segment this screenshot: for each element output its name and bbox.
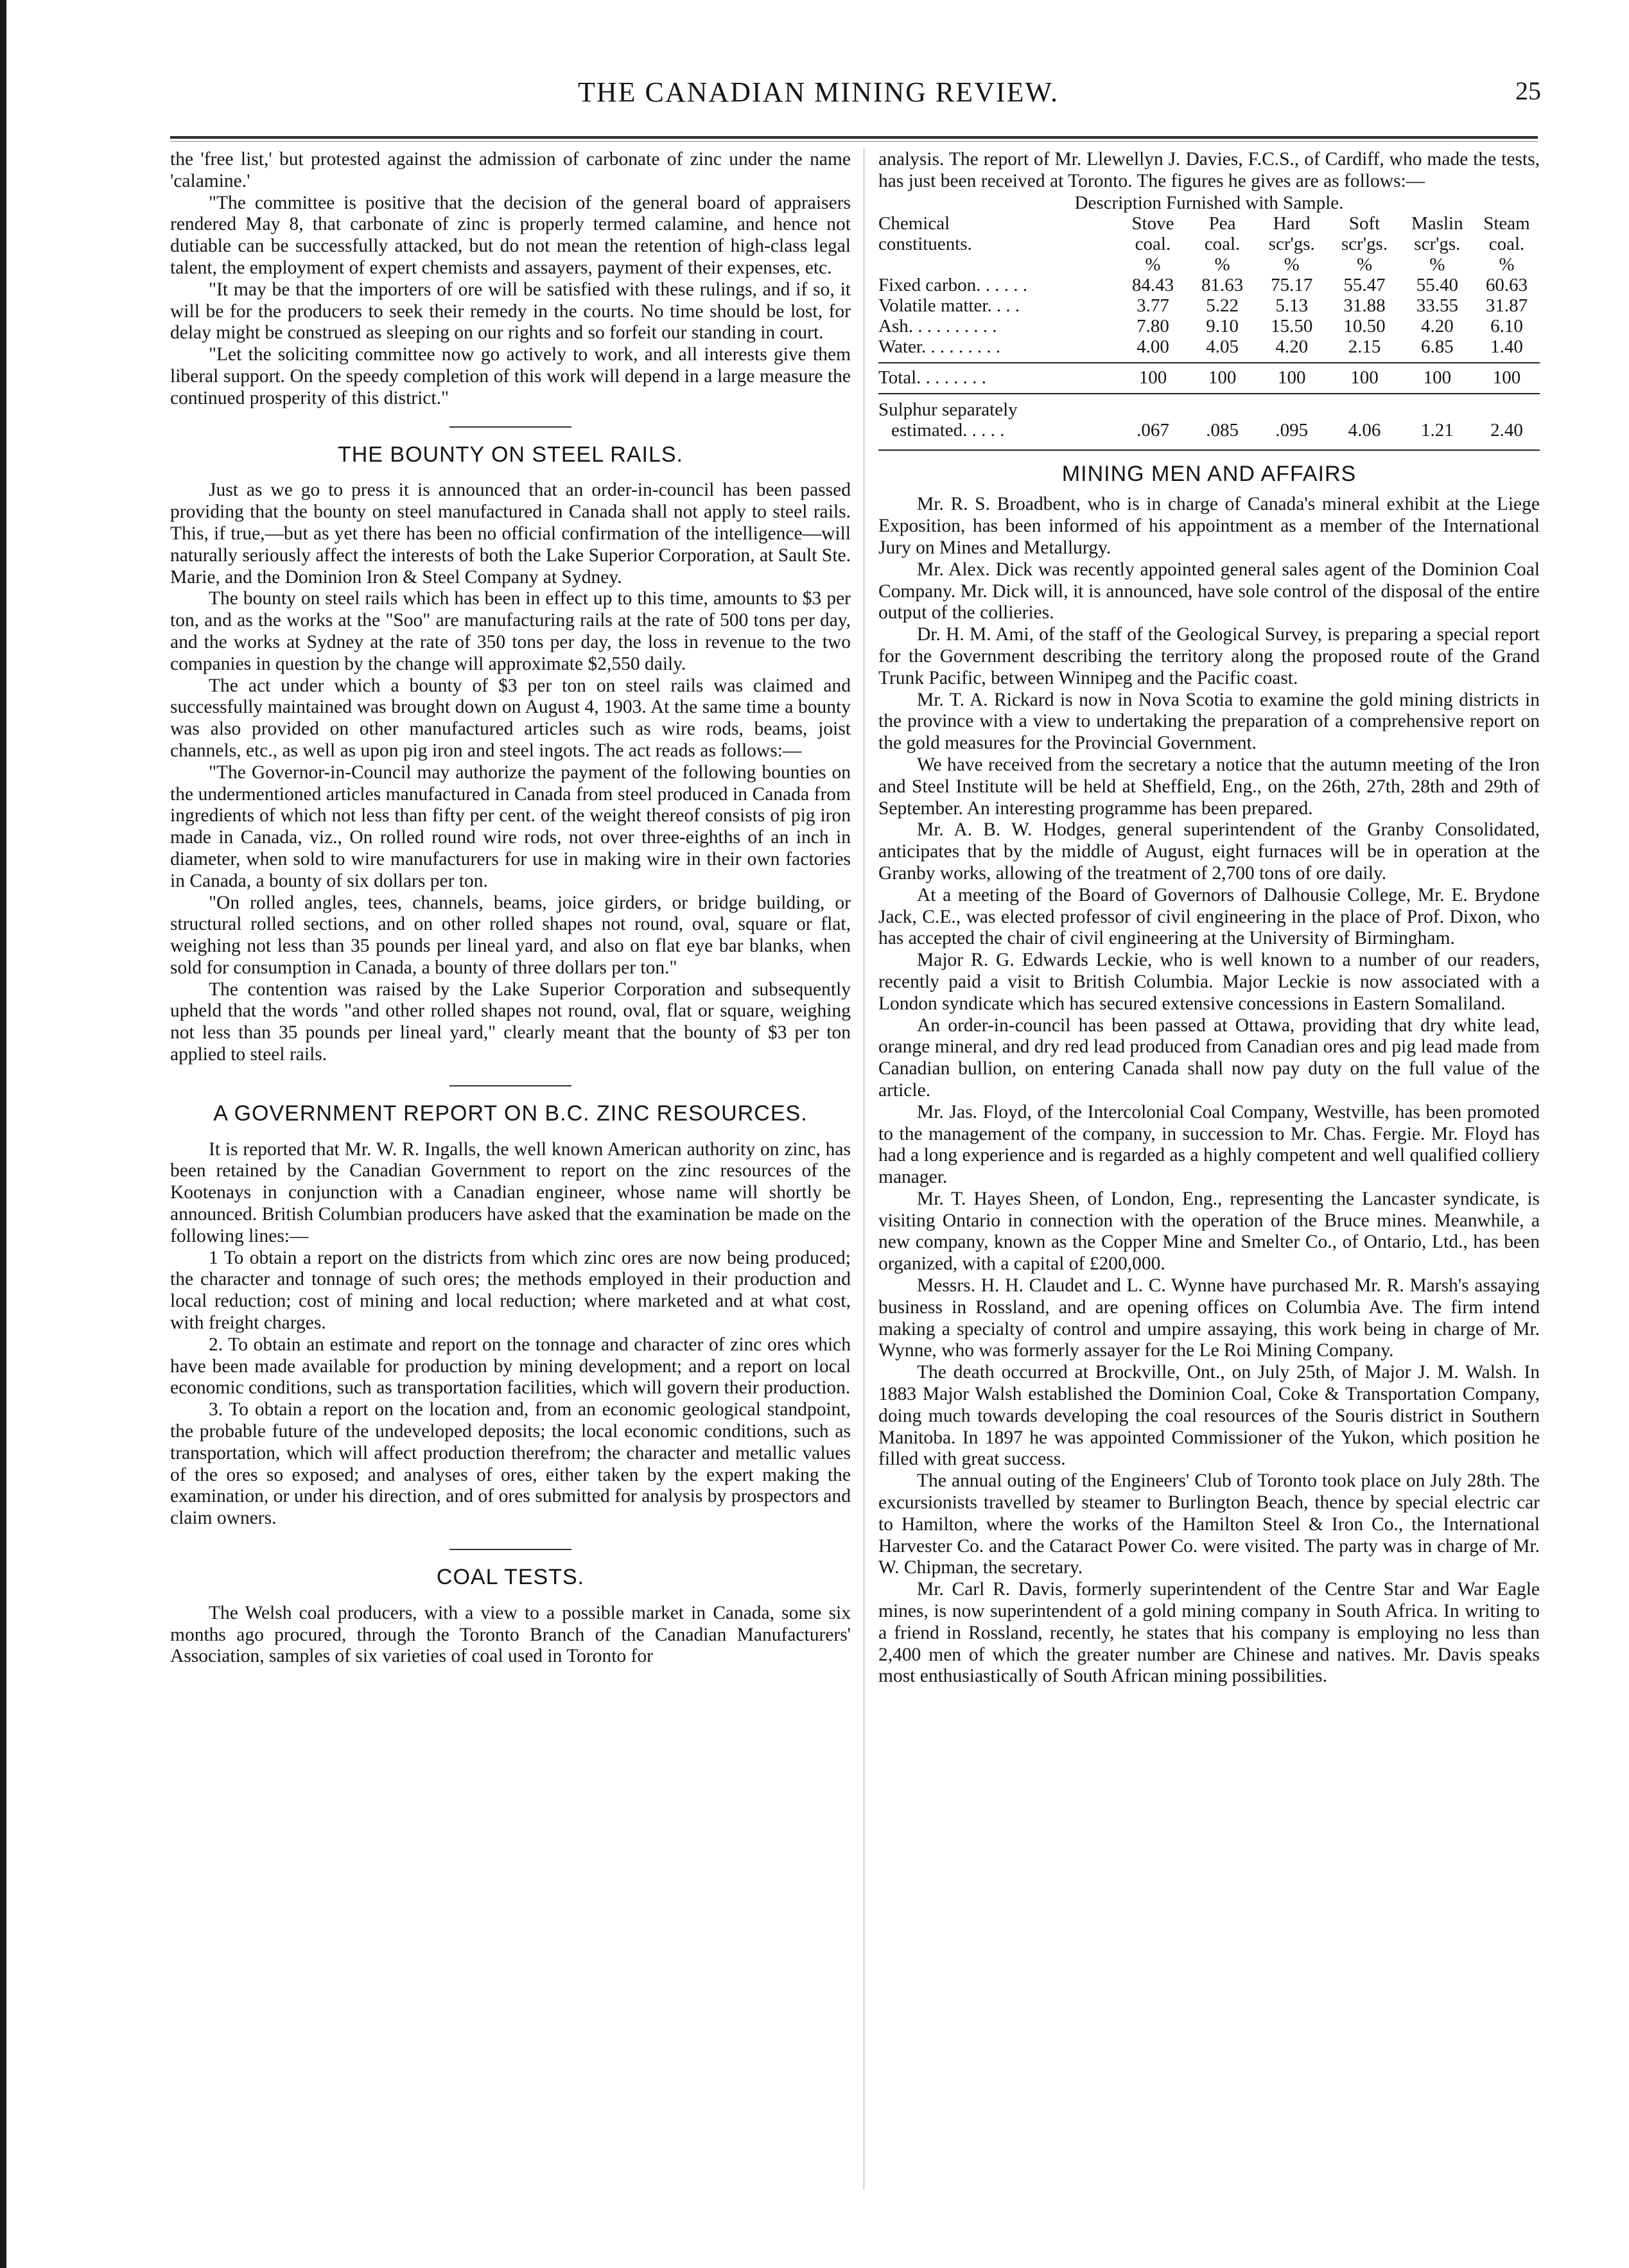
table-cell: 1.21 bbox=[1420, 419, 1454, 441]
table-cell: 10.50 bbox=[1343, 315, 1386, 336]
paragraph: Mr. R. S. Broadbent, who is in charge of Canada's mineral exhibit at the Liege Exposition, has been informed of his appointment as a member of the International Jury on Mines and Metallurgy. bbox=[878, 494, 1540, 558]
paragraph: "On rolled angles, tees, channels, beams, joice girders, or bridge building, or structural rolled sections, and on other rolled shapes not round, oval, square or flat, weighing not less than 35 pounds per lineal yard, and also on flat eye bar blanks, when sold for consumption in Canada, a bounty of three dollars per ton." bbox=[170, 892, 851, 978]
header-cell: Stove bbox=[1131, 213, 1174, 234]
paragraph: Mr. Carl R. Davis, formerly superintendent of the Centre Star and War Eagle mines, is now superintendent of a gold mining company in South Africa. In writing to a friend in Rossland, recently, he states that his company is employing no less than 2,400 men of which the greater number are Chinese and natives. Mr. Davis speaks most enthusiastically of South African mining possibilities. bbox=[878, 1579, 1540, 1687]
paragraph: An order-in-council has been passed at Ottawa, providing that dry white lead, orange mineral, and dry red lead produced from Canadian ores and pig lead made from Canadian bullion, on entering Canada shall now pay duty on the full value of the article. bbox=[878, 1015, 1540, 1101]
table-cell: 55.47 bbox=[1343, 274, 1386, 295]
table-cell: 60.63 bbox=[1485, 274, 1528, 295]
paragraph: Dr. H. M. Ami, of the staff of the Geological Survey, is preparing a special report for the Government describing the territory along the proposed route of the Grand Trunk Pacific, between Winnipeg and the Pacific coast. bbox=[878, 624, 1540, 688]
paragraph: The death occurred at Brockville, Ont., on July 25th, of Major J. M. Walsh. In 1883 Major Walsh established the Dominion Coal, Coke & Transportation Company, doing much towards developing the coal resources of the Souris district in Southern Manitoba. In 1897 he was appointed Commissioner of the Yukon, which position he filled with great success. bbox=[878, 1362, 1540, 1470]
table-total-row bbox=[878, 367, 1540, 388]
table-cell: 9.10 bbox=[1206, 315, 1239, 336]
header-rule-thin bbox=[170, 141, 1538, 142]
header-rule bbox=[170, 136, 1538, 139]
paragraph: At a meeting of the Board of Governors of Dalhousie College, Mr. E. Brydone Jack, C.E., was elected professor of civil engineering in the place of Prof. Dixon, who has accepted the chair of civil engineering at the University of Birmingham. bbox=[878, 884, 1540, 949]
header-cell: % bbox=[1429, 254, 1445, 275]
table-cell: 100 bbox=[1138, 367, 1167, 388]
table-cell: 4.05 bbox=[1206, 336, 1239, 357]
paragraph: We have received from the secretary a notice that the autumn meeting of the Iron and Steel Institute will be held at Sheffield, Eng., on the 26th, 27th, 28th and 29th of September. An interesting programme has been prepared. bbox=[878, 754, 1540, 819]
paragraph: "The committee is positive that the decision of the general board of appraisers rendered May 8, that carbonate of zinc is properly termed calamine, and hence not dutiable can be successfully attacked, but do not mean the retention of high-class legal talent, the employment of expert chemists and assayers, payment of their expenses, etc. bbox=[170, 192, 851, 278]
table-cell: 31.88 bbox=[1343, 295, 1386, 316]
table-cell: 15.50 bbox=[1271, 315, 1313, 336]
table-cell: 3.77 bbox=[1137, 295, 1169, 316]
right-column bbox=[878, 149, 1540, 1688]
paragraph: It is reported that Mr. W. R. Ingalls, the well known American authority on zinc, has been retained by the Canadian Government to report on the zinc resources of the Kootenays in conjunction with a Canadian engineer, whose name will shortly be announced. British Columbian producers have asked that the examination be made on the following lines:— bbox=[170, 1138, 851, 1246]
row-label: Ash. . . . . . . . . . bbox=[878, 315, 997, 336]
table-cell: 55.40 bbox=[1416, 274, 1458, 295]
table-cell: 81.63 bbox=[1201, 274, 1244, 295]
row-label: Total. . . . . . . . bbox=[878, 367, 986, 388]
row-label: estimated. . . . . bbox=[891, 419, 1005, 441]
table-cell: 6.10 bbox=[1490, 315, 1523, 336]
table-header-row bbox=[878, 234, 1540, 254]
table-cell: 6.85 bbox=[1420, 336, 1454, 357]
table-cell: 100 bbox=[1277, 367, 1306, 388]
table-cell: 5.22 bbox=[1206, 295, 1239, 316]
table-cell: 5.13 bbox=[1275, 295, 1309, 316]
coal-analysis-table bbox=[878, 193, 1540, 441]
header-cell: Chemical bbox=[878, 213, 950, 234]
paragraph: "It may be that the importers of ore will be satisfied with these rulings, and if so, it will be for the producers to seek their remedy in the courts. No time should be lost, for delay might be construed as sleeping on our rights and so forfeit our standing in court. bbox=[170, 279, 851, 344]
table-cell: 4.20 bbox=[1420, 315, 1454, 336]
paragraph: Mr. Jas. Floyd, of the Intercolonial Coal Company, Westville, has been promoted to the management of the company, in succession to Mr. Chas. Fergie. Mr. Floyd has had a long experience and is regarded as a highly competent and well qualified colliery manager. bbox=[878, 1101, 1540, 1188]
table-rule bbox=[878, 393, 1540, 394]
page-number: 25 bbox=[1515, 76, 1541, 105]
header-cell: coal. bbox=[1204, 233, 1241, 254]
table-row bbox=[878, 275, 1540, 295]
section-heading-coal: COAL TESTS. bbox=[436, 1565, 585, 1590]
table-row bbox=[878, 336, 1540, 357]
paragraph: "The Governor-in-Council may authorize the payment of the following bounties on the undermentioned articles manufactured in Canada from steel produced in Canada from ingredients of which not less than fifty per cent. of the weight thereof consists of pig iron made in Canada, viz., On rolled round wire rods, not over three-eighths of an inch in diameter, when sold to wire manufacturers for use in making wire in their own factories in Canada, a bounty of six dollars per ton. bbox=[170, 762, 851, 891]
table-cell: 4.00 bbox=[1137, 336, 1169, 357]
table-sulphur-row bbox=[878, 420, 1540, 441]
paragraph: Messrs. H. H. Claudet and L. C. Wynne have purchased Mr. R. Marsh's assaying business in Rossland, and are opening offices on Columbia Ave. The firm intend making a specialty of control and umpire assaying, this work being in charge of Mr. Wynne, who was formerly assayer for the Le Roi Mining Company. bbox=[878, 1275, 1540, 1361]
table-rule bbox=[878, 362, 1540, 363]
left-column bbox=[170, 149, 851, 1668]
paragraph: Mr. A. B. W. Hodges, general superintendent of the Granby Consolidated, anticipates that by the middle of August, eight furnaces will be in operation at the Granby works, allowing of the treatment of 2,700 tons of ore daily. bbox=[878, 819, 1540, 884]
header-cell: coal. bbox=[1135, 233, 1171, 254]
binding-edge bbox=[0, 0, 6, 2268]
paragraph: "Let the soliciting committee now go actively to work, and all interests give them liberal support. On the speedy completion of this work will depend in a large measure the continued prosperity of this district." bbox=[170, 344, 851, 408]
header-cell: % bbox=[1214, 254, 1230, 275]
paragraph: 1 To obtain a report on the districts from which zinc ores are now being produced; the character and tonnage of such ores; the methods employed in their production and local reduction; cost of mining and local reduction; where marketed and at what cost, with freight charges. bbox=[170, 1247, 851, 1334]
table-header-row bbox=[878, 213, 1540, 234]
paragraph: The bounty on steel rails which has been in effect up to this time, amounts to $3 per ton, and as the works at the "Soo" are manufacturing rails at the rate of 500 tons per day, and the works at Sydney at the rate of 350 tons per day, the loss in revenue to the two companies in question by the change will approximate $2,550 daily. bbox=[170, 588, 851, 674]
header-cell: % bbox=[1499, 254, 1515, 275]
page-header bbox=[161, 76, 1541, 127]
table-cell: .095 bbox=[1275, 419, 1309, 441]
header-cell: coal. bbox=[1488, 233, 1525, 254]
table-cell: 100 bbox=[1423, 367, 1452, 388]
section-heading-bounty: THE BOUNTY ON STEEL RAILS. bbox=[337, 442, 683, 467]
paragraph: Mr. T. Hayes Sheen, of London, Eng., representing the Lancaster syndicate, is visiting Ontario in connection with the operation of the Bruce mines. Meanwhile, a new company, known as the Copper Mine and Smelter Co., of Ontario, Ltd., has been organized, with a capital of £200,000. bbox=[878, 1188, 1540, 1275]
header-cell: Pea bbox=[1208, 213, 1236, 234]
table-cell: 100 bbox=[1350, 367, 1379, 388]
paragraph: The Welsh coal producers, with a view to a possible market in Canada, some six months ago procured, through the Toronto Branch of the Canadian Manufacturers' Association, samples of six varieties of coal used in Toronto for bbox=[170, 1602, 851, 1667]
table-cell: 2.15 bbox=[1348, 336, 1381, 357]
table-caption: Description Furnished with Sample. bbox=[1074, 192, 1344, 213]
section-heading-zinc: A GOVERNMENT REPORT ON B.C. ZINC RESOURCES. bbox=[213, 1101, 808, 1126]
paragraph: The contention was raised by the Lake Superior Corporation and subsequently upheld that the words "and other rolled shapes not round, oval, flat or square, weighing not less than 35 pounds per lineal yard," clearly meant that the bounty of $3 per ton applied to steel rails. bbox=[170, 979, 851, 1065]
table-cell: 100 bbox=[1208, 367, 1237, 388]
row-label: Sulphur separately bbox=[878, 399, 1018, 420]
header-cell bbox=[878, 254, 1117, 275]
table-sulphur-row bbox=[878, 399, 1540, 420]
paragraph: Major R. G. Edwards Leckie, who is well known to a number of our readers, recently paid a visit to British Columbia. Major Leckie is now associated with a London syndicate which has secured extensive concessions in Eastern Somaliland. bbox=[878, 950, 1540, 1014]
paragraph: 3. To obtain a report on the location and, from an economic geological standpoint, the probable future of the undeveloped deposits; the local economic conditions, such as transportation, which will affect production therefrom; the character and metallic values of the ores so exposed; and analyses of ores, either taken by the expert making the examination, or under his direction, and of ores submitted for analysis by prospectors and claim owners. bbox=[170, 1399, 851, 1529]
header-cell: Soft bbox=[1348, 213, 1381, 234]
header-cell: % bbox=[1284, 254, 1300, 275]
row-label: Fixed carbon. . . . . . bbox=[878, 274, 1027, 295]
row-label: Water. . . . . . . . . bbox=[878, 336, 1001, 357]
table-row bbox=[878, 316, 1540, 336]
table-cell: .085 bbox=[1206, 419, 1239, 441]
row-label: Volatile matter. . . . bbox=[878, 295, 1020, 316]
paragraph: Just as we go to press it is announced that an order-in-council has been passed providing that the bounty on steel manufactured in Canada shall not apply to steel rails. This, if true,—but as yet there has been no official confirmation of the intelligence—will naturally seriously affect the interests of both the Lake Superior Corporation, at Sault Ste. Marie, and the Dominion Iron & Steel Company at Sydney. bbox=[170, 480, 851, 588]
paragraph: The act under which a bounty of $3 per ton on steel rails was claimed and successfully maintained was brought down on August 4, 1903. At the same time a bounty was also provided on other manufactured articles such as wire rods, beams, joist channels, etc., as well as upon pig iron and steel ingots. The act reads as follows:— bbox=[170, 675, 851, 761]
table-cell: 4.20 bbox=[1275, 336, 1309, 357]
table-cell: 7.80 bbox=[1137, 315, 1169, 336]
table-cell: .067 bbox=[1137, 419, 1169, 441]
header-cell: % bbox=[1356, 254, 1373, 275]
table-cell: 31.87 bbox=[1485, 295, 1528, 316]
table-cell: 1.40 bbox=[1490, 336, 1523, 357]
table-cell: 100 bbox=[1492, 367, 1521, 388]
table-cell: 75.17 bbox=[1271, 274, 1313, 295]
table-row bbox=[878, 295, 1540, 316]
paragraph: analysis. The report of Mr. Llewellyn J. Davies, F.C.S., of Cardiff, who made the tests, has just been received at Toronto. The figures he gives are as follows:— bbox=[878, 149, 1540, 191]
header-cell: % bbox=[1145, 254, 1161, 275]
header-cell: scr'gs. bbox=[1341, 233, 1388, 254]
header-cell: scr'gs. bbox=[1414, 233, 1461, 254]
header-cell: Maslin bbox=[1411, 213, 1463, 234]
header-cell: Hard bbox=[1273, 213, 1311, 234]
table-cell: 2.40 bbox=[1490, 419, 1523, 441]
table-cell: 84.43 bbox=[1131, 274, 1174, 295]
header-cell: constituents. bbox=[878, 233, 972, 254]
table-cell: 4.06 bbox=[1348, 419, 1381, 441]
header-cell: Steam bbox=[1483, 213, 1530, 234]
paragraph: Mr. Alex. Dick was recently appointed general sales agent of the Dominion Coal Company. Mr. Dick will, it is announced, have sole control of the disposal of the entire output of the collieries. bbox=[878, 559, 1540, 624]
running-title: THE CANADIAN MINING REVIEW. bbox=[578, 76, 1059, 108]
table-header-row bbox=[878, 254, 1540, 275]
paragraph: Mr. T. A. Rickard is now in Nova Scotia to examine the gold mining districts in the province with a view to undertaking the preparation of a comprehensive report on the gold measures for the Provincial Government. bbox=[878, 689, 1540, 754]
section-heading-mining-men: MINING MEN AND AFFAIRS bbox=[1061, 461, 1357, 486]
paragraph: 2. To obtain an estimate and report on the tonnage and character of zinc ores which have been made available for production by mining development; and a report on local economic conditions, such as transportation facilities, which will govern their production. bbox=[170, 1334, 851, 1399]
paragraph: The annual outing of the Engineers' Club of Toronto took place on July 28th. The excursionists travelled by steamer to Burlington Beach, thence by special electric car to Hamilton, where the works of the Hamilton Steel & Iron Co., the International Harvester Co. and the Cataract Power Co. were visited. The party was in charge of Mr. W. Chipman, the secretary. bbox=[878, 1470, 1540, 1578]
table-cell: 33.55 bbox=[1416, 295, 1458, 316]
header-cell: scr'gs. bbox=[1268, 233, 1315, 254]
paragraph: the 'free list,' but protested against the admission of carbonate of zinc under the name 'calamine.' bbox=[170, 149, 851, 191]
